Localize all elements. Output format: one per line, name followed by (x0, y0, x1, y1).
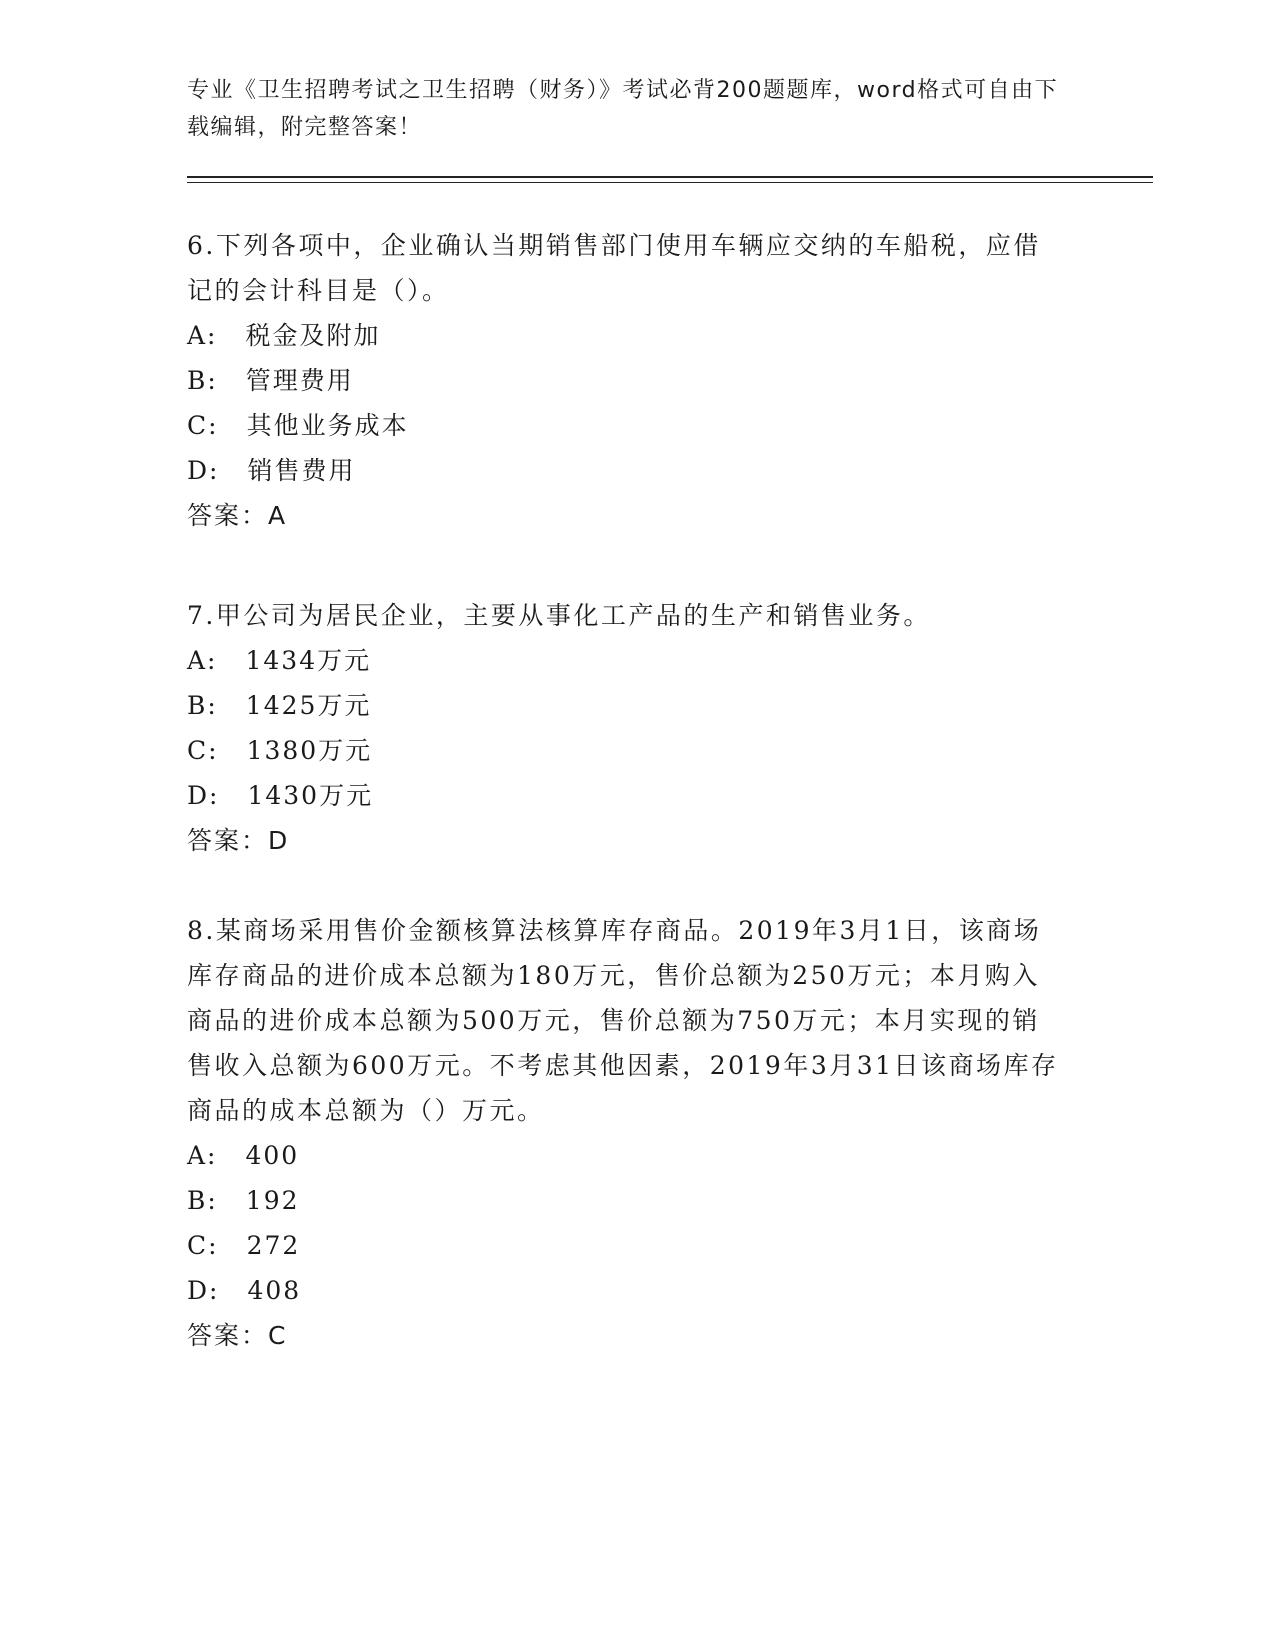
option-c (187, 1223, 1087, 1268)
option-text: 1425万元 (245, 691, 372, 720)
header-rule-thick (187, 176, 1153, 178)
option-d (187, 773, 1087, 818)
option-text: 销售费用 (247, 456, 356, 485)
option-b (187, 683, 1087, 728)
question-stem: 6.下列各项中，企业确认当期销售部门使用车辆应交纳的车船税，应借记的会计科目是（）。 (187, 231, 1041, 305)
option-letter: D: (187, 456, 220, 485)
question-stem: 8.某商场采用售价金额核算法核算库存商品。2019年3月1日，该商场库存商品的进价成本总额为180万元，售价总额为250万元；本月购入商品的进价成本总额为500万元，售价总额为750万元；本月实现的销售收入总额为600万元。不考虑其他因素，2019年3月31日该商场库存商品的成本总额为（）万元。 (187, 916, 1059, 1125)
option-text: 272 (246, 1231, 301, 1260)
option-c (187, 728, 1087, 773)
answer-label: 答案：C (187, 1321, 288, 1350)
answer-label: 答案：D (187, 826, 290, 855)
option-a (187, 313, 1087, 358)
option-letter: C: (187, 411, 219, 440)
option-text: 1430万元 (247, 781, 374, 810)
option-d (187, 448, 1087, 493)
question-6 (187, 223, 1087, 538)
option-b (187, 1178, 1087, 1223)
option-letter: C: (187, 1231, 219, 1260)
option-letter: A: (187, 321, 218, 350)
option-b (187, 358, 1087, 403)
option-a (187, 1133, 1087, 1178)
question-stem: 7.甲公司为居民企业，主要从事化工产品的生产和销售业务。 (187, 601, 931, 630)
option-letter: C: (187, 736, 219, 765)
option-letter: A: (187, 646, 218, 675)
question-7 (187, 593, 1087, 863)
option-text: 408 (247, 1276, 302, 1305)
option-letter: D: (187, 781, 220, 810)
option-d (187, 1268, 1087, 1313)
option-letter: A: (187, 1141, 218, 1170)
option-c (187, 403, 1087, 448)
option-text: 税金及附加 (245, 321, 381, 350)
option-text: 192 (245, 1186, 300, 1215)
header-rule-thin (187, 182, 1153, 183)
question-8 (187, 908, 1087, 1358)
option-text: 1380万元 (246, 736, 373, 765)
answer-label: 答案：A (187, 501, 288, 530)
option-text: 1434万元 (245, 646, 372, 675)
document-header: 专业《卫生招聘考试之卫生招聘（财务）》考试必背200题题库，word格式可自由下载编辑，附完整答案！ (187, 78, 1059, 140)
option-letter: B: (187, 691, 218, 720)
option-text: 其他业务成本 (246, 411, 409, 440)
option-letter: D: (187, 1276, 220, 1305)
option-letter: B: (187, 1186, 218, 1215)
option-text: 400 (245, 1141, 300, 1170)
option-text: 管理费用 (245, 366, 354, 395)
option-a (187, 638, 1087, 683)
option-letter: B: (187, 366, 218, 395)
